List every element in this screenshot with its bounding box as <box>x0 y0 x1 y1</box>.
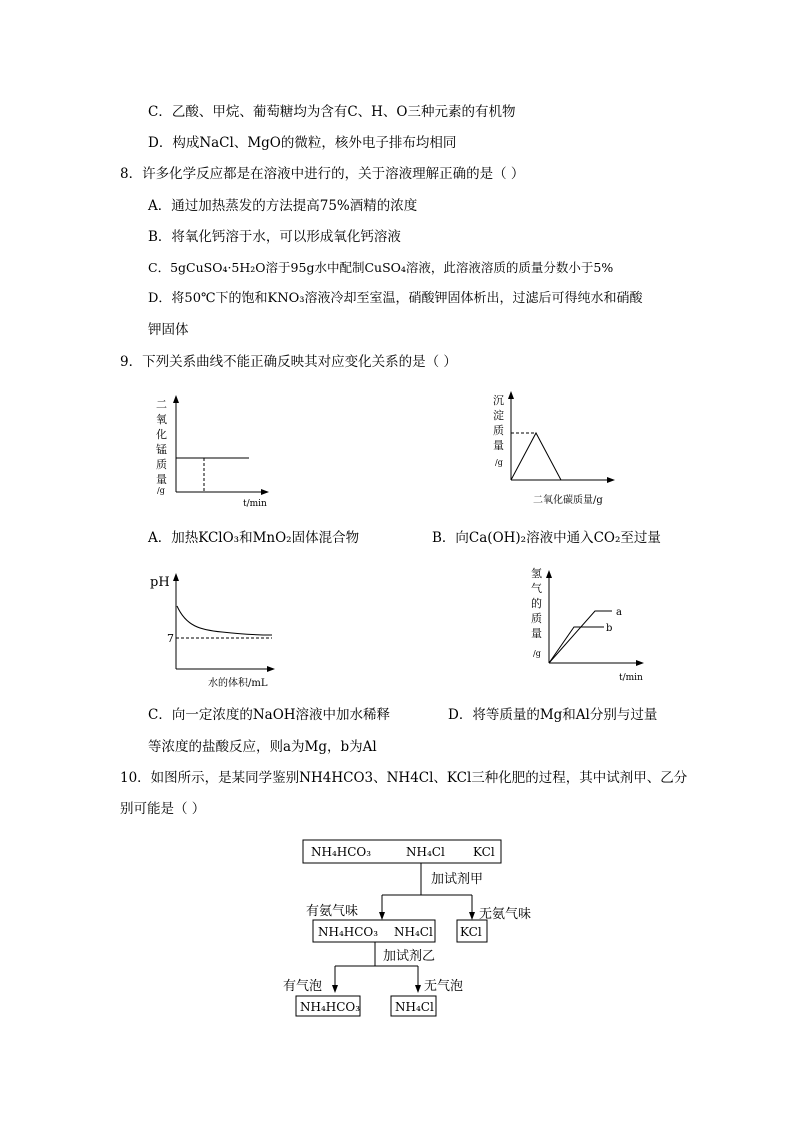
flow-top-nh4hco3: NH₄HCO₃ <box>311 845 372 859</box>
q8-option-d-line2: 钾固体 <box>148 322 189 338</box>
graph-c <box>148 568 283 692</box>
graph-b-ylabel-char: 沉 <box>493 394 504 407</box>
graph-d-xlabel: t/min <box>619 673 643 683</box>
q8-stem: 8．许多化学反应都是在溶液中进行的，关于溶液理解正确的是（ ） <box>120 166 525 182</box>
graph-d-x-arrow <box>636 660 644 666</box>
graph-b-xlabel: 二氧化碳质量/g <box>533 495 603 506</box>
graph-a-ylabel-char: 质 <box>156 458 167 471</box>
q10-flow-diagram <box>280 832 550 1022</box>
graph-a-xlabel: t/min <box>243 499 267 509</box>
graph-a-x-arrow <box>261 489 269 495</box>
flow-top-kcl: KCl <box>473 845 495 859</box>
q9-caption-b: B．向Ca(OH)₂溶液中通入CO₂至过量 <box>432 530 661 546</box>
flow-yes-bubble: 有气泡 <box>283 979 323 994</box>
graph-d-series-a-label: a <box>616 607 622 618</box>
q7-option-c: C．乙酸、甲烷、葡萄糖均为含有C、H、O三种元素的有机物 <box>148 104 516 120</box>
graph-a <box>150 392 280 514</box>
graph-d <box>526 565 656 689</box>
graph-d-ylabel-char: 气 <box>531 582 542 595</box>
q9-caption-d-line1: D．将等质量的Mg和Al分别与过量 <box>448 707 658 723</box>
flow-arrowhead <box>379 912 385 920</box>
graph-b <box>488 386 623 508</box>
graph-d-series-b-label: b <box>606 623 613 634</box>
q9-caption-d-line2: 等浓度的盐酸反应，则a为Mg，b为Al <box>148 739 377 755</box>
graph-b-y-arrow <box>508 391 514 399</box>
graph-c-x-arrow <box>267 666 275 672</box>
graph-d-ylabel-char: 质 <box>531 612 542 625</box>
graph-a-ylabel-char: 化 <box>156 428 167 441</box>
q8-option-d-line1: D．将50℃下的饱和KNO₃溶液冷却至室温，硝酸钾固体析出，过滤后可得纯水和硝酸 <box>148 291 643 306</box>
graph-b-yunit: /g <box>495 458 503 467</box>
flow-mid-nh4cl: NH₄Cl <box>394 925 433 939</box>
flow-no-ammonia: 无氨气味 <box>479 907 532 922</box>
graph-b-x-arrow <box>607 477 615 483</box>
graph-c-tick-7: 7 <box>167 632 174 645</box>
graph-b-ylabel <box>493 394 504 452</box>
graph-d-y-arrow <box>546 570 552 578</box>
graph-a-y-arrow <box>173 395 179 403</box>
graph-c-xlabel: 水的体积/mL <box>208 678 268 689</box>
graph-d-ylabel-char: 的 <box>531 597 542 610</box>
flow-no-bubble: 无气泡 <box>424 979 464 994</box>
graph-b-ylabel-char: 质 <box>493 424 504 437</box>
flow-arrowhead <box>469 912 475 920</box>
q9-caption-a: A．加热KClO₃和MnO₂固体混合物 <box>148 530 360 546</box>
flow-yes-ammonia: 有氨气味 <box>306 904 359 919</box>
flow-kcl: KCl <box>460 925 482 939</box>
flow-leaf-right: NH₄Cl <box>395 1000 434 1014</box>
graph-c-curve <box>177 606 272 635</box>
flow-step1-label: 加试剂甲 <box>431 872 484 887</box>
q8-option-c: C．5gCuSO₄·5H₂O溶于95g水中配制CuSO₄溶液，此溶液溶质的质量分数小于5% <box>148 260 614 275</box>
graph-c-ylabel: pH <box>150 575 170 590</box>
graph-b-ylabel-char: 量 <box>493 439 504 452</box>
flow-top-nh4cl: NH₄Cl <box>406 845 445 859</box>
graph-d-ylabel-char: 量 <box>531 627 542 640</box>
q7-option-d: D．构成NaCl、MgO的微粒，核外电子排布均相同 <box>148 135 457 151</box>
graph-a-ylabel-char: 锰 <box>156 443 167 456</box>
flow-arrowhead <box>332 985 338 993</box>
flow-arrowhead <box>415 985 421 993</box>
graph-c-y-arrow <box>173 573 179 581</box>
q9-stem: 9．下列关系曲线不能正确反映其对应变化关系的是（ ） <box>120 354 457 370</box>
graph-a-ylabel <box>156 398 167 486</box>
q10-stem-line2: 别可能是（ ） <box>120 801 206 817</box>
flow-step2-label: 加试剂乙 <box>383 949 436 964</box>
q9-caption-c: C．向一定浓度的NaOH溶液中加水稀释 <box>148 707 391 723</box>
q10-stem-line1: 10．如图所示，是某同学鉴别NH4HCO3、NH4Cl、KCl三种化肥的过程，其中试剂甲、乙分 <box>120 770 688 786</box>
flow-mid-nh4hco3: NH₄HCO₃ <box>318 925 379 939</box>
graph-a-ylabel-char: 量 <box>156 473 167 486</box>
q8-option-a: A．通过加热蒸发的方法提高75%酒精的浓度 <box>148 198 418 214</box>
graph-a-yunit: /g <box>157 486 165 495</box>
graph-a-ylabel-char: 氧 <box>156 413 167 426</box>
graph-b-curve <box>511 433 561 480</box>
graph-d-ylabel-char: 氢 <box>531 567 542 580</box>
graph-d-ylabel <box>531 566 542 640</box>
q8-option-b: B．将氧化钙溶于水，可以形成氧化钙溶液 <box>148 229 401 245</box>
graph-a-ylabel-char: 二 <box>156 398 167 411</box>
flow-leaf-left: NH₄HCO₃ <box>300 1000 361 1014</box>
graph-b-ylabel-char: 淀 <box>493 409 504 422</box>
graph-d-series-a <box>549 611 612 663</box>
graph-d-yunit: /g <box>533 649 541 658</box>
